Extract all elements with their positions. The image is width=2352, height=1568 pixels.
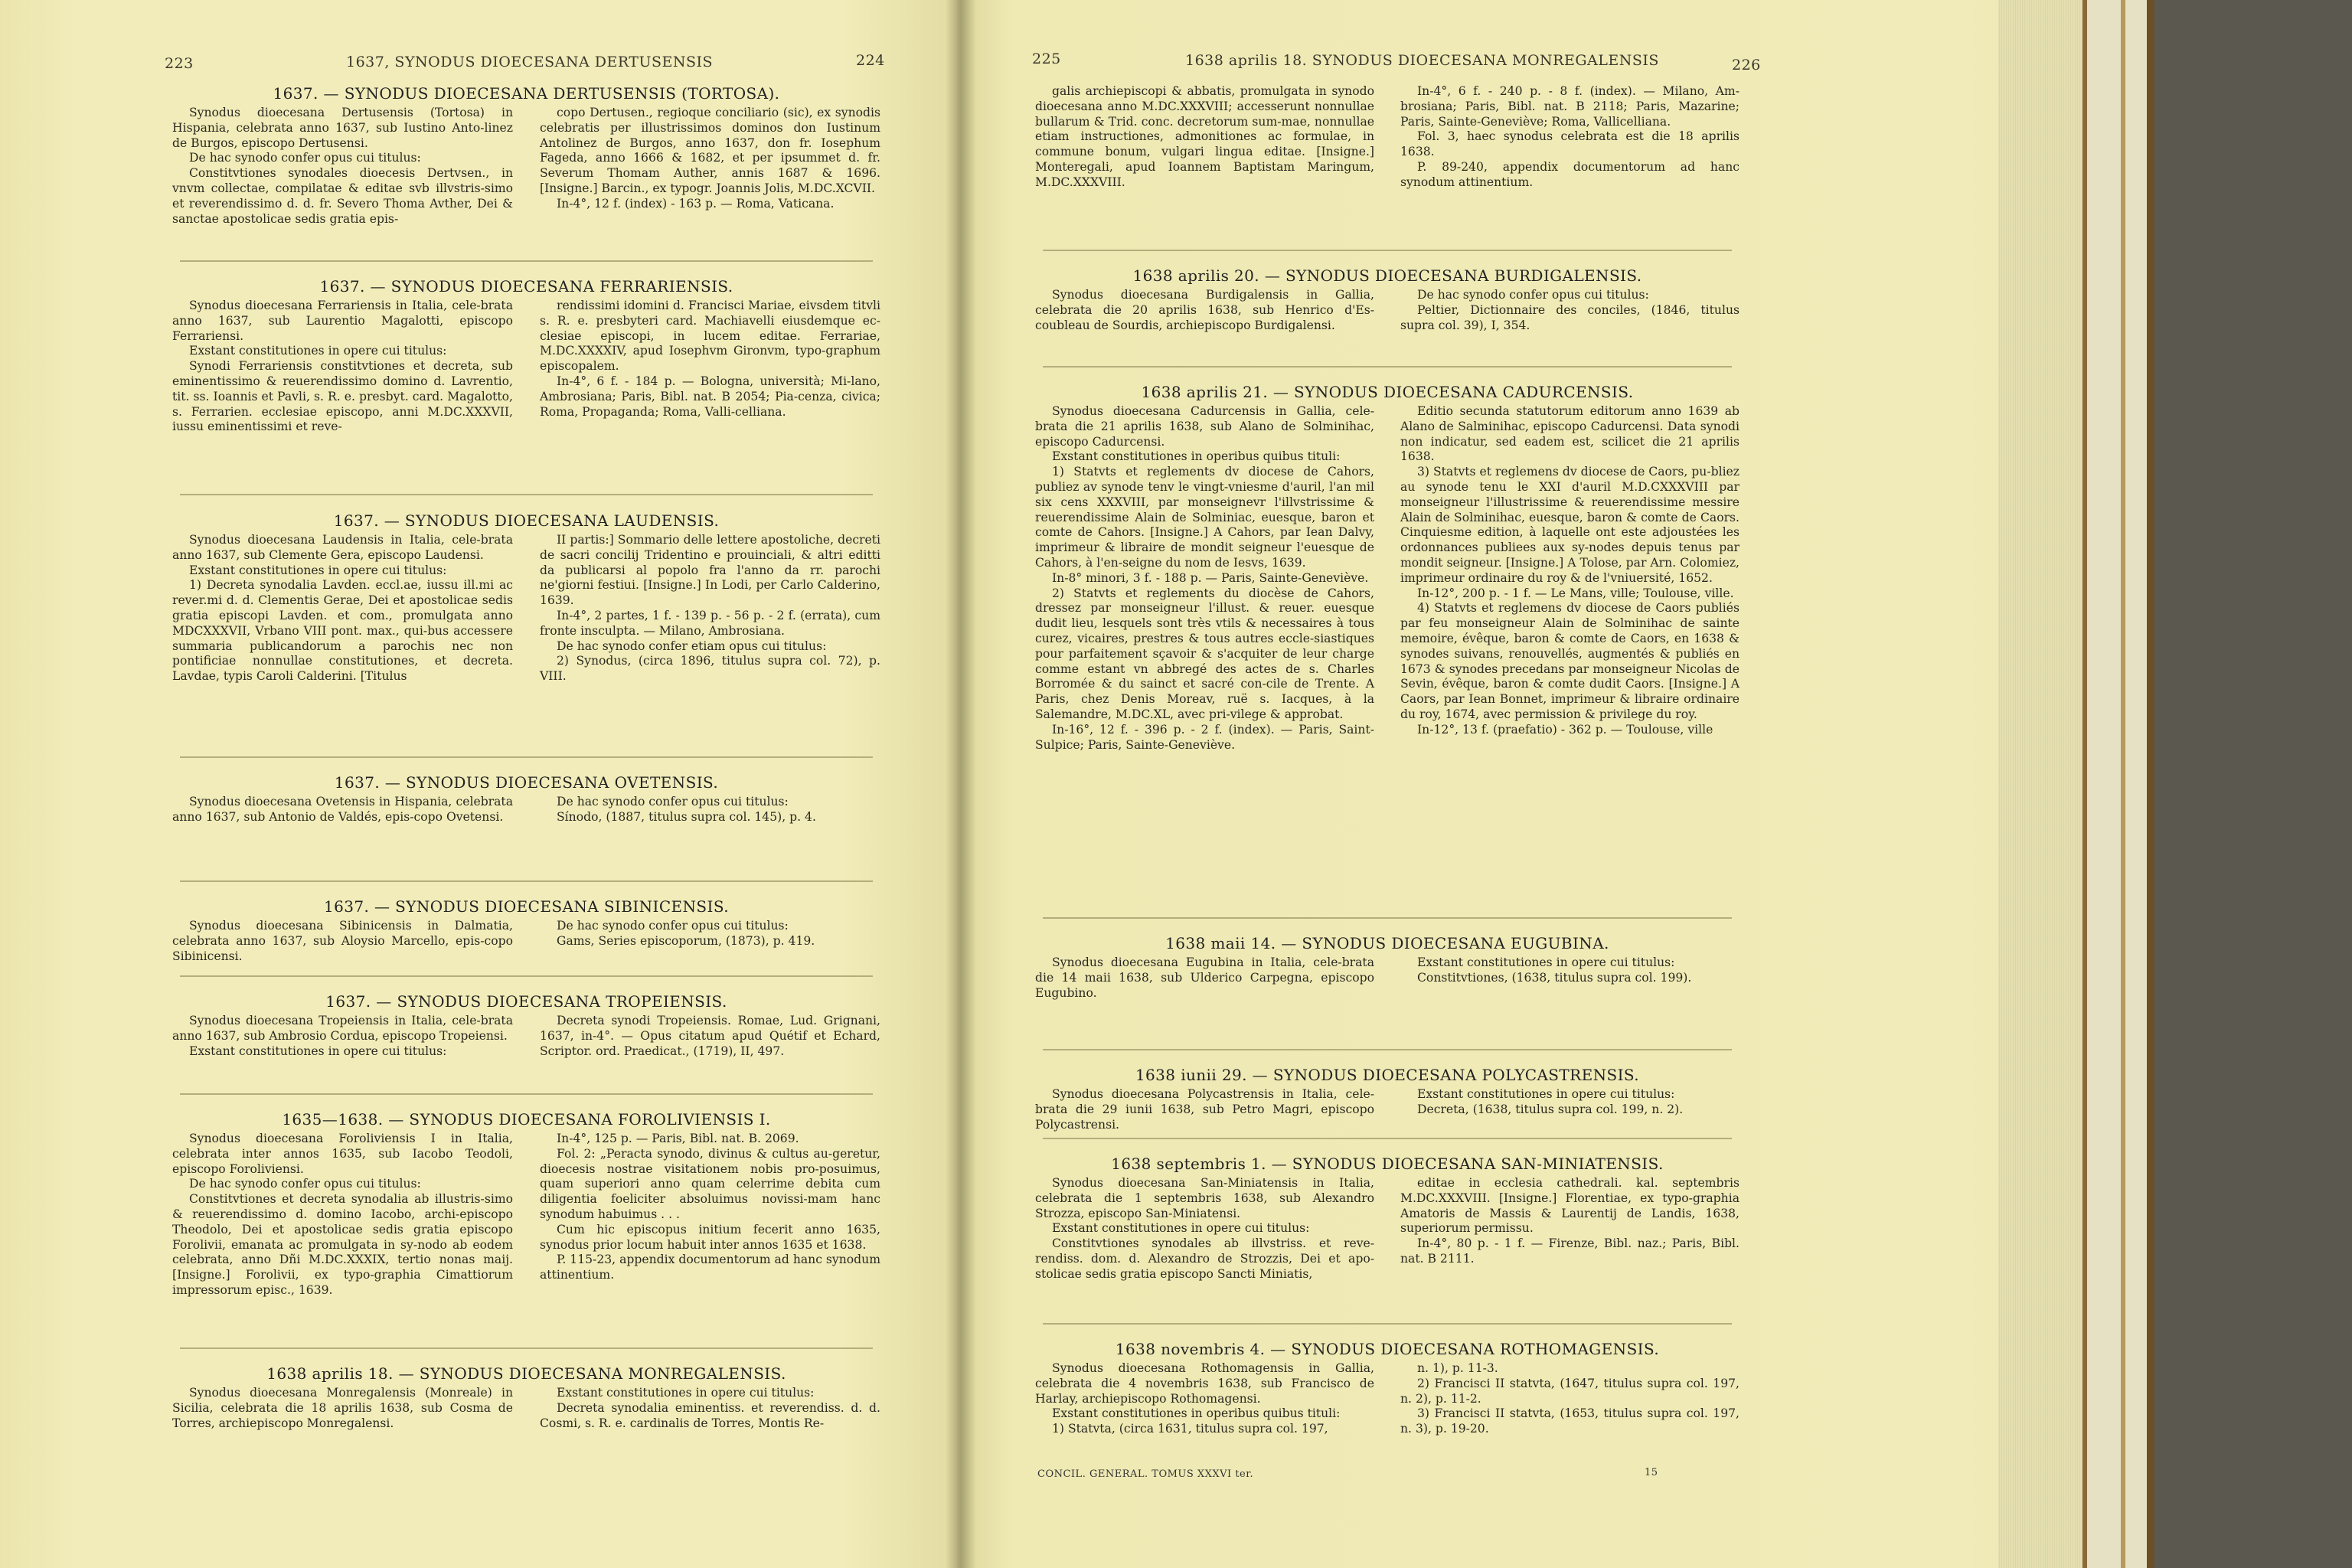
footer-number: 15 [1645, 1467, 1658, 1478]
entry-title: 1638 iunii 29. — SYNODUS DIOECESANA POLYCASTRENSIS. [1135, 1066, 1640, 1084]
section-rule [180, 880, 873, 882]
synod-entry [1035, 1340, 1740, 1437]
entry-paragraph: 1) Decreta synodalia Lavden. eccl.ae, iussu ill.mi ac rever.mi d. d. Clementis Gerae, Dei et apostolicae sedis gratia episcopi Lavden. et com., promulgata anno MDCXXXVII, Vrbano VIII pont. max., qui-bus accessere summaria publicandorum a parochis nec non pontificiae nonnullae constitutiones, et decreta. Lavdae, typis Caroli Calderini. [Titulus [172, 578, 513, 684]
entry-column-right [540, 1132, 880, 1298]
entry-paragraph: Constitvtiones, (1638, titulus supra col. 199). [1417, 970, 1692, 985]
entry-paragraph: Exstant constitutiones in opere cui titulus: [189, 563, 447, 577]
synod-entry [172, 1110, 880, 1298]
entry-paragraph: Fol. 2: „Peracta synodo, divinus & cultus au-geretur, dioecesis nostrae visitationem nobis pro-posuimus, quam superiori anno quam celerrime debita cum diligentia foeliciter absoluimus novissi-mam hanc synodum habuimus . . . [540, 1146, 880, 1221]
synod-entry [172, 84, 880, 227]
entry-paragraph: Exstant constitutiones in opere cui titulus: [557, 1386, 815, 1400]
entry-paragraph: De hac synodo confer opus cui titulus: [1417, 288, 1649, 302]
col-number-left-r: 225 [1032, 51, 1061, 67]
entry-columns [172, 533, 880, 684]
entry-paragraph: Synodus dioecesana Foroliviensis I in Italia, celebrata inter annos 1635, sub Iacobo Teodoli, episcopo Foroliviensi. [172, 1132, 513, 1176]
entry-paragraph: 4) Statvts et reglemens dv diocese de Caors publiés par feu monseigneur Alain de Solminihac de sainte memoire, évêque, baron & comte de Caors, en 1638 & synodes suivans, renouvellés, augmentés & publiés en 1673 & synodes precedans par monseigneur Nicolas de Sevin, évêque, baron & comte dudit Caors. [Insigne.] A Caors, par Iean Bonnet, imprimeur & libraire ordinaire du roy, 1674, avec permission & privilege du roy. [1400, 601, 1740, 721]
entry-paragraph: In-16°, 12 f. - 396 p. - 2 f. (index). — Paris, Saint-Sulpice; Paris, Sainte-Geneviève. [1035, 722, 1374, 752]
entry-column-right [1400, 84, 1740, 191]
entry-column-right [540, 1014, 880, 1059]
entry-title: 1637. — SYNODUS DIOECESANA LAUDENSIS. [333, 511, 720, 530]
entry-paragraph: Synodus dioecesana Polycastrensis in Italia, cele-brata die 29 iunii 1638, sub Petro Magri, episcopo Polycastrensi. [1035, 1087, 1374, 1132]
entry-paragraph: Exstant constitutiones in opere cui titulus: [189, 1044, 447, 1058]
entry-column-left [172, 795, 513, 825]
entry-title: 1637. — SYNODUS DIOECESANA FERRARIENSIS. [319, 277, 733, 296]
entry-column-right [540, 533, 880, 684]
entry-paragraph: In-12°, 200 p. - 1 f. — Le Mans, ville; Toulouse, ville. [1417, 586, 1734, 600]
synod-entry [172, 277, 880, 435]
entry-columns [1035, 288, 1740, 333]
section-rule [180, 756, 873, 758]
entry-paragraph: Gams, Series episcoporum, (1873), p. 419. [557, 933, 815, 948]
entry-paragraph: Cum hic episcopus initium fecerit anno 1635, synodus prior locum habuit inter annos 1635 et 1638. [540, 1222, 880, 1252]
entry-columns [1035, 956, 1740, 1001]
footer-signature: CONCIL. GENERAL. TOMUS XXXVI ter. [1037, 1468, 1254, 1480]
col-number-left: 223 [165, 55, 194, 72]
entry-paragraph: Synodus dioecesana Dertusensis (Tortosa) in Hispania, celebrata anno 1637, sub Iustino Anto-linez de Burgos, episcopo Dertusensi. [172, 106, 513, 150]
synod-entry [1035, 383, 1740, 753]
entry-column-left [172, 919, 513, 964]
section-rule [180, 1348, 873, 1349]
entry-paragraph: editae in ecclesia cathedrali. kal. septembris M.DC.XXXVIII. [Insigne.] Florentiae, ex typo-graphia Amatoris de Massis & Laurentij de Landis, 1638, superiorum permissu. [1400, 1176, 1740, 1236]
entry-paragraph: Exstant constitutiones in operibus quibus tituli: [1052, 449, 1341, 464]
section-rule [180, 260, 873, 262]
entry-columns [172, 1014, 880, 1059]
entry-columns [172, 299, 880, 435]
entry-paragraph: Sínodo, (1887, titulus supra col. 145), p. 4. [557, 809, 816, 824]
entry-paragraph: In-4°, 2 partes, 1 f. - 139 p. - 56 p. - 2 f. (errata), cum fronte insculpta. — Milano, Ambrosiana. [540, 608, 880, 638]
entry-paragraph: rendissimi idomini d. Francisci Mariae, eivsdem titvli s. R. e. presbyteri card. Machiavelli eiusdemque ec-clesiae episcopi, in lucem editae. Ferrariae, M.DC.XXXXIV, apud Iosephvm Gironvm, typo-graphum episcopalem. [540, 299, 880, 374]
section-rule [180, 975, 873, 977]
entry-paragraph: In-8° minori, 3 f. - 188 p. — Paris, Sainte-Geneviève. [1052, 570, 1369, 585]
entry-paragraph: P. 89-240, appendix documentorum ad hanc synodum attinentium. [1400, 159, 1740, 189]
synod-entry [1035, 266, 1740, 333]
synod-entry [172, 1364, 880, 1431]
section-rule [1043, 250, 1732, 251]
entry-columns [172, 795, 880, 825]
entry-paragraph: Constitvtiones et decreta synodalia ab illustris-simo & reuerendissimo d. domino Iacobo, archi-episcopo Theodolo, Dei et apostolicae sedis gratia episcopo Forolivii, emanata ac promulgata in sy-nodo ab eodem celebrata, anno Dñi M.DC.XXXIX, tertio nonas maij. [Insigne.] Forolivii, ex typo-graphia Cimattiorum impressorum episc., 1639. [172, 1192, 513, 1297]
entry-paragraph: De hac synodo confer opus cui titulus: [557, 919, 789, 933]
entry-column-right [1400, 1361, 1740, 1437]
section-rule [1043, 1138, 1732, 1139]
entry-paragraph: Decreta synodi Tropeiensis. Romae, Lud. Grignani, 1637, in-4°. — Opus citatum apud Quétif et Echard, Scriptor. ord. Praedicat., (1719), II, 497. [540, 1014, 880, 1058]
synod-entry [172, 992, 880, 1059]
entry-columns [172, 919, 880, 964]
entry-paragraph: Fol. 3, haec synodus celebrata est die 18 aprilis 1638. [1400, 129, 1740, 159]
entry-columns [1035, 404, 1740, 753]
entry-paragraph: n. 1), p. 11-3. [1417, 1361, 1498, 1375]
entry-paragraph: Exstant constitutiones in opere cui titulus: [189, 344, 447, 358]
entry-column-left [1035, 1361, 1374, 1437]
synod-entry [1035, 84, 1740, 191]
entry-column-right [1400, 1087, 1740, 1132]
entry-paragraph: galis archiepiscopi & abbatis, promulgata in synodo dioecesana anno M.DC.XXXVIII; accesserunt nonnullae bullarum & Trid. conc. decretorum sum-mae, nonnullae etiam instructiones, admonitiones ac formulae, in commune bonum, vulgari lingua editae. [Insigne.] Monteregali, apud Ioannem Baptistam Maringum, M.DC.XXXVIII. [1035, 84, 1374, 189]
entry-paragraph: Synodus dioecesana Ovetensis in Hispania, celebrata anno 1637, sub Antonio de Valdés, epis-copo Ovetensi. [172, 795, 513, 824]
entry-columns [1035, 1361, 1740, 1437]
entry-title: 1638 novembris 4. — SYNODUS DIOECESANA ROTHOMAGENSIS. [1115, 1340, 1660, 1358]
entry-title: 1637. — SYNODUS DIOECESANA DERTUSENSIS (TORTOSA). [273, 84, 780, 103]
entry-paragraph: In-4°, 6 f. - 184 p. — Bologna, università; Mi-lano, Ambrosiana; Paris, Bibl. nat. B 2054; Pia-cenza, civica; Roma, Propaganda; Roma, Valli-celliana. [540, 374, 880, 419]
entry-column-left [172, 1132, 513, 1298]
entry-columns [172, 1386, 880, 1431]
entry-column-right [540, 919, 880, 964]
entry-paragraph: Constitvtiones synodales dioecesis Dertvsen., in vnvm collectae, compilatae & editae svb illvstris-simo et reverendissimo d. d. fr. Severo Thoma Avther, Dei & sanctae apostolicae sedis gratia epis- [172, 166, 513, 226]
entry-column-left [172, 1014, 513, 1059]
col-number-right: 224 [856, 52, 885, 69]
running-header-r: 1638 aprilis 18. SYNODUS DIOECESANA MONREGALENSIS [1185, 52, 1659, 69]
entry-paragraph: 3) Francisci II statvta, (1653, titulus supra col. 197, n. 3), p. 19-20. [1400, 1406, 1740, 1436]
entry-columns [1035, 1087, 1740, 1132]
entry-paragraph: Exstant constitutiones in opere cui titulus: [1417, 1087, 1675, 1101]
entry-column-right [540, 299, 880, 435]
entry-paragraph: Synodus dioecesana Cadurcensis in Gallia, cele-brata die 21 aprilis 1638, sub Alano de Solminihac, episcopo Cadurcensi. [1035, 404, 1374, 449]
entry-title: 1637. — SYNODUS DIOECESANA SIBINICENSIS. [324, 897, 729, 916]
entry-column-left [1035, 404, 1374, 753]
entry-paragraph: Editio secunda statutorum editorum anno 1639 ab Alano de Salminihac, episcopo Cadurcensi. Data synodi non indicatur, sed eadem est, scilicet die 21 aprilis 1638. [1400, 404, 1740, 464]
section-rule [180, 494, 873, 495]
entry-paragraph: Synodus dioecesana Laudensis in Italia, cele-brata anno 1637, sub Clemente Gera, episcopo Laudensi. [172, 533, 513, 562]
entry-column-left [1035, 956, 1374, 1001]
entry-columns [172, 106, 880, 227]
entry-title: 1635—1638. — SYNODUS DIOECESANA FOROLIVIENSIS I. [282, 1110, 771, 1129]
entry-paragraph: 2) Synodus, (circa 1896, titulus supra col. 72), p. VIII. [540, 654, 880, 684]
section-rule [1043, 1049, 1732, 1050]
entry-paragraph: 1) Statvts et reglements dv diocese de Cahors, publiez av synode tenv le vingt-vniesme d'auril, l'an mil six cens XXXVIII, par monseignevr l'illvstrissime & reuerendissime Alain de Solminiac, euesque, baron et comte de Cahors. [Insigne.] A Cahors, par Iean Dalvy, imprimeur & libraire de mondit seigneur l'euesque de Cahors, à l'en-seigne du nom de Iesvs, 1639. [1035, 465, 1374, 570]
entry-paragraph: In-4°, 125 p. — Paris, Bibl. nat. B. 2069. [557, 1132, 799, 1145]
entry-paragraph: Decreta, (1638, titulus supra col. 199, n. 2). [1417, 1102, 1684, 1116]
entry-paragraph: Exstant constitutiones in opere cui titulus: [1417, 956, 1675, 969]
entry-paragraph: Synodus dioecesana Eugubina in Italia, cele-brata die 14 maii 1638, sub Ulderico Carpegna, episcopo Eugubino. [1035, 956, 1374, 1000]
entry-column-left [172, 106, 513, 227]
entry-paragraph: P. 115-23, appendix documentorum ad hanc synodum attinentium. [540, 1253, 880, 1282]
entry-paragraph: copo Dertusen., regioque conciliario (sic), ex synodis celebratis per illustrissimos dominos don Iustinum Antolinez de Burgos, anno 1637, don fr. Iosephum Fageda, anno 1666 & 1682, et per ipsummet d. fr. Severum Thomam Auther, annis 1687 & 1696. [Insigne.] Barcin., ex typogr. Joannis Jolis, M.DC.XCVII. [540, 106, 880, 195]
entry-column-left [172, 533, 513, 684]
entry-title: 1638 aprilis 21. — SYNODUS DIOECESANA CADURCENSIS. [1141, 383, 1634, 401]
synod-entry [1035, 1066, 1740, 1132]
entry-paragraph: De hac synodo confer opus cui titulus: [557, 795, 789, 808]
entry-paragraph: Synodus dioecesana Rothomagensis in Gallia, celebrata die 4 novembris 1638, sub Francisco de Harlay, archiepiscopo Rothomagensi. [1035, 1361, 1374, 1406]
running-header: 1637, SYNODUS DIOECESANA DERTUSENSIS [346, 54, 714, 70]
entry-column-right [540, 1386, 880, 1431]
synod-entry [1035, 934, 1740, 1001]
entry-columns [1035, 84, 1740, 191]
entry-column-right [1400, 288, 1740, 333]
section-rule [1043, 917, 1732, 919]
entry-title: 1637. — SYNODUS DIOECESANA OVETENSIS. [334, 773, 719, 792]
entry-paragraph: De hac synodo confer opus cui titulus: [189, 1177, 421, 1191]
entry-paragraph: 3) Statvts et reglemens dv diocese de Caors, pu-bliez au synode tenu le XXI d'auril M.D.CXXXVIII par monseigneur l'illustrissime & reuerendissime messire Alain de Solminihac, euesque, baron & comte de Caors. Cinquiesme edition, à laquelle ont este adjoustées les ordonnances publiees aux sy-nodes depuis tenus par mondit seigneur. [Insigne.] A Tolose, par Arn. Colomiez, imprimeur ordinaire du roy & de l'vniuersité, 1652. [1400, 465, 1740, 585]
entry-paragraph: Synodi Ferrariensis constitvtiones et decreta, sub eminentissimo & reuerendissimo domino d. Lavrentio, tit. ss. Ioannis et Pavli, s. R. e. presbyt. card. Magalotto, s. Ferrarien. ecclesiae episcopo, anni M.DC.XXXVII, iussu eminentissimi et reve- [172, 359, 513, 434]
entry-paragraph: Synodus dioecesana Sibinicensis in Dalmatia, celebrata anno 1637, sub Aloysio Marcello, epis-copo Sibinicensi. [172, 919, 513, 963]
entry-paragraph: De hac synodo confer opus cui titulus: [189, 151, 421, 165]
entry-paragraph: Synodus dioecesana Monregalensis (Monreale) in Sicilia, celebrata die 18 aprilis 1638, sub Cosma de Torres, archiepiscopo Monregalensi. [172, 1386, 513, 1430]
entry-paragraph: In-4°, 80 p. - 1 f. — Firenze, Bibl. naz.; Paris, Bibl. nat. B 2111. [1400, 1236, 1740, 1266]
entry-paragraph: 2) Statvts et reglements du diocèse de Cahors, dressez par monseigneur l'illust. & reuer. euesque dudit lieu, lesquels sont très vtils & necessaires à tous curez, vicaires, prestres & tous autres eccle-siastiques pour parfaitement sçavoir & s'acquiter de leur charge comme estant vn abbregé des actes de s. Charles Borromée & du sainct et sacré con-cile de Trente. A Paris, chez Denis Moreav, ruë s. Iacques, à la Salemandre, M.DC.XL, avec pri-vilege & approbat. [1035, 586, 1374, 721]
entry-column-left [1035, 1176, 1374, 1282]
entry-paragraph: Synodus dioecesana Burdigalensis in Gallia, celebrata die 20 aprilis 1638, sub Henrico d'Es-coubleau de Sourdis, archiepiscopo Burdigalensi. [1035, 288, 1374, 332]
entry-paragraph: In-12°, 13 f. (praefatio) - 362 p. — Toulouse, ville [1417, 722, 1713, 737]
entry-columns [1035, 1176, 1740, 1282]
entry-paragraph: Constitvtiones synodales ab illvstriss. et reve-rendiss. dom. d. Alexandro de Strozzis, Dei et apo-stolicae sedis gratia episcopo Sancti Miniatis, [1035, 1236, 1374, 1281]
entry-column-right [1400, 404, 1740, 753]
entry-title: 1638 aprilis 18. — SYNODUS DIOECESANA MONREGALENSIS. [266, 1364, 786, 1383]
section-rule [180, 1093, 873, 1095]
entry-column-right [540, 795, 880, 825]
synod-entry [1035, 1155, 1740, 1282]
entry-columns [172, 1132, 880, 1298]
col-number-right-r: 226 [1732, 57, 1761, 74]
section-rule [1043, 366, 1732, 368]
entry-paragraph: Synodus dioecesana Tropeiensis in Italia, cele-brata anno 1637, sub Ambrosio Cordua, episcopo Tropeiensi. [172, 1014, 513, 1043]
entry-paragraph: Exstant constitutiones in opere cui titulus: [1052, 1221, 1310, 1236]
entry-column-left [1035, 288, 1374, 333]
entry-paragraph: In-4°, 6 f. - 240 p. - 8 f. (index). — Milano, Am-brosiana; Paris, Bibl. nat. B 2118; Paris, Mazarine; Paris, Sainte-Geneviève; Roma, Vallicelliana. [1400, 84, 1740, 129]
entry-paragraph: Exstant constitutiones in operibus quibus tituli: [1052, 1406, 1341, 1421]
entry-column-left [1035, 1087, 1374, 1132]
entry-column-left [1035, 84, 1374, 191]
entry-paragraph: 2) Francisci II statvta, (1647, titulus supra col. 197, n. 2), p. 11-2. [1400, 1376, 1740, 1406]
entry-paragraph: De hac synodo confer etiam opus cui titulus: [557, 639, 827, 653]
synod-entry [172, 511, 880, 684]
entry-paragraph: II partis:] Sommario delle lettere apostoliche, decreti de sacri concilij Tridentino e prouinciali, & altri editti da publicarsi al popolo fra l'anno da rr. parochi ne'giorni festiui. [Insigne.] In Lodi, per Carlo Calderino, 1639. [540, 533, 880, 608]
entry-column-right [1400, 956, 1740, 1001]
entry-column-right [1400, 1176, 1740, 1282]
entry-title: 1638 aprilis 20. — SYNODUS DIOECESANA BURDIGALENSIS. [1132, 266, 1642, 285]
entry-title: 1637. — SYNODUS DIOECESANA TROPEIENSIS. [325, 992, 727, 1011]
entry-title: 1638 septembris 1. — SYNODUS DIOECESANA SAN-MINIATENSIS. [1111, 1155, 1664, 1173]
entry-column-left [172, 299, 513, 435]
entry-column-left [172, 1386, 513, 1431]
entry-paragraph: Synodus dioecesana San-Miniatensis in Italia, celebrata die 1 septembris 1638, sub Alexandro Strozza, episcopo San-Miniatensi. [1035, 1176, 1374, 1220]
entry-paragraph: Synodus dioecesana Ferrariensis in Italia, cele-brata anno 1637, sub Laurentio Magalotti, episcopo Ferrariensi. [172, 299, 513, 343]
entry-paragraph: In-4°, 12 f. (index) - 163 p. — Roma, Vaticana. [557, 196, 835, 211]
entry-column-right [540, 106, 880, 227]
section-rule [1043, 1323, 1732, 1325]
entry-title: 1638 maii 14. — SYNODUS DIOECESANA EUGUBINA. [1165, 934, 1609, 952]
entry-paragraph: Peltier, Dictionnaire des conciles, (1846, titulus supra col. 39), I, 354. [1400, 302, 1740, 332]
synod-entry [172, 897, 880, 964]
synod-entry [172, 773, 880, 825]
entry-paragraph: 1) Statvta, (circa 1631, titulus supra col. 197, [1052, 1422, 1328, 1436]
entry-paragraph: Decreta synodalia eminentiss. et reverendiss. d. d. Cosmi, s. R. e. cardinalis de Torres, Montis Re- [540, 1400, 880, 1430]
